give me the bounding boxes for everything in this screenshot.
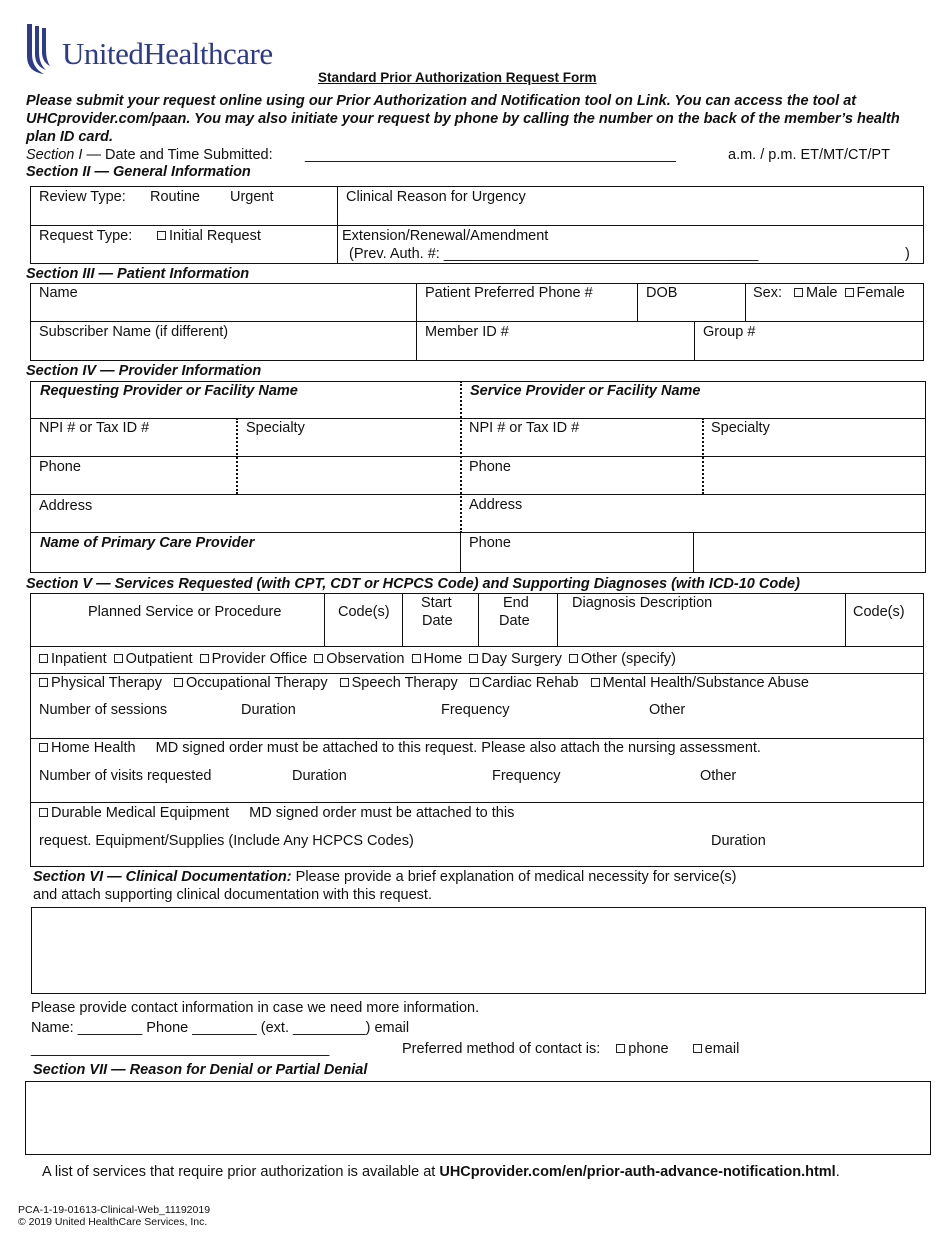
divider (337, 186, 338, 264)
requesting-address-field[interactable]: Address (39, 498, 93, 514)
checkbox-icon (39, 678, 48, 687)
footer-link[interactable]: UHCprovider.com/en/prior-auth-advance-notification.html (439, 1164, 836, 1180)
requesting-npi-field[interactable]: NPI # or Tax ID # (39, 420, 150, 436)
divider (557, 593, 558, 646)
section-6-line (33, 869, 737, 885)
therapy-frequency-field[interactable]: Frequency (441, 702, 510, 718)
option-label: email (704, 1041, 740, 1057)
option-label: Durable Medical Equipment (51, 805, 230, 821)
time-zone-text: a.m. / p.m. ET/MT/CT/PT (728, 147, 890, 163)
therapy-speech-option[interactable] (340, 675, 458, 691)
option-label: Cardiac Rehab (481, 675, 579, 691)
option-label: Day Surgery (481, 651, 562, 667)
divider (30, 418, 926, 419)
divider (460, 381, 462, 533)
prev-auth-field[interactable]: (Prev. Auth. #: _______________________________________ (349, 246, 759, 262)
service-provider-field[interactable]: Service Provider or Facility Name (470, 383, 701, 399)
divider (30, 646, 924, 647)
divider (30, 321, 924, 322)
sex-female-option[interactable] (845, 285, 905, 301)
home-health-row (39, 740, 761, 756)
uhc-shield-icon (24, 22, 52, 76)
request-type-label: Request Type: (39, 228, 133, 244)
col-end-date-1: End (503, 595, 529, 611)
checkbox-icon (412, 654, 421, 663)
service-npi-field[interactable]: NPI # or Tax ID # (469, 420, 580, 436)
divider (30, 225, 924, 226)
email-field[interactable]: _____________________________________ (31, 1041, 330, 1057)
requesting-provider-field[interactable]: Requesting Provider or Facility Name (40, 383, 298, 399)
review-type-label: Review Type: (39, 189, 126, 205)
checkbox-icon (693, 1044, 702, 1053)
preferred-contact-row (402, 1041, 739, 1057)
checkbox-icon (157, 231, 166, 240)
checkbox-icon (314, 654, 323, 663)
therapy-mental-health-option[interactable] (591, 675, 809, 691)
footer-note (42, 1164, 840, 1180)
brand-name: UnitedHealthcare (62, 36, 273, 71)
divider (30, 456, 926, 457)
home-frequency-field[interactable]: Frequency (492, 768, 561, 784)
section-1-line (26, 147, 273, 163)
contact-email-option[interactable] (693, 1041, 740, 1057)
requesting-specialty-field[interactable]: Specialty (246, 420, 305, 436)
divider (30, 673, 924, 674)
therapy-cardiac-option[interactable] (470, 675, 579, 691)
section-1-label: Section I (26, 147, 83, 163)
date-time-submitted-field[interactable]: ______________________________________________ (305, 147, 676, 163)
checkbox-icon (845, 288, 854, 297)
therapy-occupational-option[interactable] (174, 675, 328, 691)
checkbox-icon (469, 654, 478, 663)
setting-day-surgery-option[interactable] (469, 651, 562, 667)
checkbox-icon (39, 808, 48, 817)
setting-inpatient-option[interactable] (39, 651, 107, 667)
requesting-phone-field[interactable]: Phone (39, 459, 81, 475)
home-other-field[interactable]: Other (700, 768, 737, 784)
service-address-field[interactable]: Address (469, 497, 523, 513)
male-label: Male (806, 285, 838, 301)
option-label: Provider Office (211, 651, 308, 667)
visits-field[interactable]: Number of visits requested (39, 768, 212, 784)
section-2-heading: Section II — General Information (26, 164, 251, 180)
option-label: Inpatient (51, 651, 107, 667)
option-label: Physical Therapy (51, 675, 162, 691)
sex-label: Sex: (753, 285, 783, 301)
checkbox-icon (200, 654, 209, 663)
sessions-field[interactable]: Number of sessions (39, 702, 168, 718)
checkbox-icon (569, 654, 578, 663)
checkbox-icon (114, 654, 123, 663)
divider (402, 593, 403, 646)
review-routine-option[interactable]: Routine (150, 189, 200, 205)
checkbox-icon (340, 678, 349, 687)
patient-name-field[interactable]: Name (39, 285, 78, 301)
section-5-heading: Section V — Services Requested (with CPT, CDT or HCPCS Code) and Supporting Diagnoses (with ICD-10 Code) (26, 576, 800, 592)
option-label: Mental Health/Substance Abuse (602, 675, 809, 691)
col-end-date-2: Date (499, 613, 530, 629)
dme-note: MD signed order must be attached to this (249, 805, 515, 821)
option-label: phone (628, 1041, 669, 1057)
setting-options-row (39, 651, 676, 667)
initial-request-label: Initial Request (169, 228, 261, 244)
setting-provider-office-option[interactable] (200, 651, 308, 667)
divider (845, 593, 846, 646)
contact-fields[interactable]: Name: ________ Phone ________ (ext. _________) email (31, 1020, 410, 1036)
footer-note-end: . (835, 1164, 840, 1180)
review-urgent-option[interactable]: Urgent (230, 189, 274, 205)
option-label: Home Health (51, 740, 136, 756)
checkbox-icon (174, 678, 183, 687)
home-health-option[interactable] (39, 740, 136, 756)
patient-phone-field[interactable]: Patient Preferred Phone # (425, 285, 593, 301)
therapy-physical-option[interactable] (39, 675, 162, 691)
divider (702, 418, 704, 494)
dme-equipment-field[interactable]: request. Equipment/Supplies (Include Any HCPCS Codes) (39, 833, 414, 849)
option-label: Other (specify) (580, 651, 676, 667)
denial-reason-box[interactable] (25, 1081, 931, 1155)
form-title: Standard Prior Authorization Request Form (318, 70, 597, 85)
home-health-note: MD signed order must be attached to this request. Please also attach the nursing assessment. (155, 740, 761, 756)
option-label: Home (423, 651, 463, 667)
divider (30, 494, 926, 495)
checkbox-icon (616, 1044, 625, 1053)
section-6-text-2: and attach supporting clinical documentation with this request. (33, 887, 432, 903)
divider (324, 593, 325, 646)
clinical-reason-label: Clinical Reason for Urgency (346, 189, 526, 205)
service-phone-field[interactable]: Phone (469, 459, 511, 475)
option-label: Observation (326, 651, 405, 667)
member-id-field[interactable]: Member ID # (425, 324, 509, 340)
female-label: Female (856, 285, 905, 301)
section-5-table (30, 593, 924, 867)
checkbox-icon (591, 678, 600, 687)
prev-auth-close: ) (905, 246, 910, 262)
sex-male-option[interactable] (794, 285, 837, 301)
col-diagnosis-codes: Code(s) (853, 604, 905, 620)
col-codes: Code(s) (338, 604, 390, 620)
section-6-heading: Section VI — Clinical Documentation: (33, 869, 292, 885)
col-diagnosis-description: Diagnosis Description (572, 595, 713, 611)
copyright: © 2019 United HealthCare Services, Inc. (18, 1216, 208, 1228)
therapy-options-row (39, 675, 809, 691)
contact-intro: Please provide contact information in case we need more information. (31, 1000, 480, 1016)
preferred-contact-label: Preferred method of contact is: (402, 1041, 601, 1057)
section-7-heading: Section VII — Reason for Denial or Partial Denial (33, 1062, 368, 1078)
divider (30, 802, 924, 803)
subscriber-name-field[interactable]: Subscriber Name (if different) (39, 324, 229, 340)
col-start-date-1: Start (421, 595, 452, 611)
dme-option[interactable] (39, 805, 229, 821)
setting-home-option[interactable] (412, 651, 463, 667)
service-specialty-field[interactable]: Specialty (711, 420, 770, 436)
dme-row (39, 805, 514, 821)
form-id: PCA-1-19-01613-Clinical-Web_11192019 (18, 1204, 211, 1216)
divider (30, 532, 926, 533)
therapy-other-field[interactable]: Other (649, 702, 686, 718)
group-field[interactable]: Group # (703, 324, 756, 340)
pcp-phone-field[interactable]: Phone (469, 535, 511, 551)
section-3-heading: Section III — Patient Information (26, 266, 250, 282)
dob-field[interactable]: DOB (646, 285, 678, 301)
divider (478, 593, 479, 646)
sex-field (753, 285, 905, 301)
section-4-heading: Section IV — Provider Information (26, 363, 262, 379)
home-duration-field[interactable]: Duration (292, 768, 347, 784)
option-label: Outpatient (125, 651, 193, 667)
dme-duration-field[interactable]: Duration (711, 833, 766, 849)
checkbox-icon (470, 678, 479, 687)
col-start-date-2: Date (422, 613, 453, 629)
option-label: Occupational Therapy (185, 675, 328, 691)
checkbox-icon (39, 743, 48, 752)
clinical-documentation-box[interactable] (31, 907, 926, 994)
divider (693, 532, 694, 573)
setting-observation-option[interactable] (314, 651, 404, 667)
checkbox-icon (794, 288, 803, 297)
footer-note-text: A list of services that require prior authorization is available at (42, 1164, 440, 1180)
therapy-duration-field[interactable]: Duration (241, 702, 296, 718)
divider (637, 283, 638, 321)
divider (30, 738, 924, 739)
contact-phone-option[interactable] (616, 1041, 668, 1057)
divider (694, 321, 695, 361)
divider (745, 283, 746, 321)
divider (236, 418, 238, 494)
section-1-text: — Date and Time Submitted: (82, 147, 273, 163)
setting-other-option[interactable] (569, 651, 676, 667)
divider (460, 532, 461, 573)
checkbox-icon (39, 654, 48, 663)
col-planned-service: Planned Service or Procedure (88, 604, 282, 620)
intro-text: Please submit your request online using our Prior Authorization and Notification tool on Link. You can access the tool at UHCprovider.com/paan. You may also initiate your request by phone by calling the number on the back of the member’s health plan ID card. (26, 93, 900, 145)
pcp-name-field[interactable]: Name of Primary Care Provider (40, 535, 255, 551)
setting-outpatient-option[interactable] (114, 651, 193, 667)
extension-label: Extension/Renewal/Amendment (342, 228, 549, 244)
divider (416, 283, 417, 361)
option-label: Speech Therapy (351, 675, 458, 691)
section-6-text: Please provide a brief explanation of medical necessity for service(s) (291, 869, 737, 885)
initial-request-option[interactable] (157, 228, 261, 244)
